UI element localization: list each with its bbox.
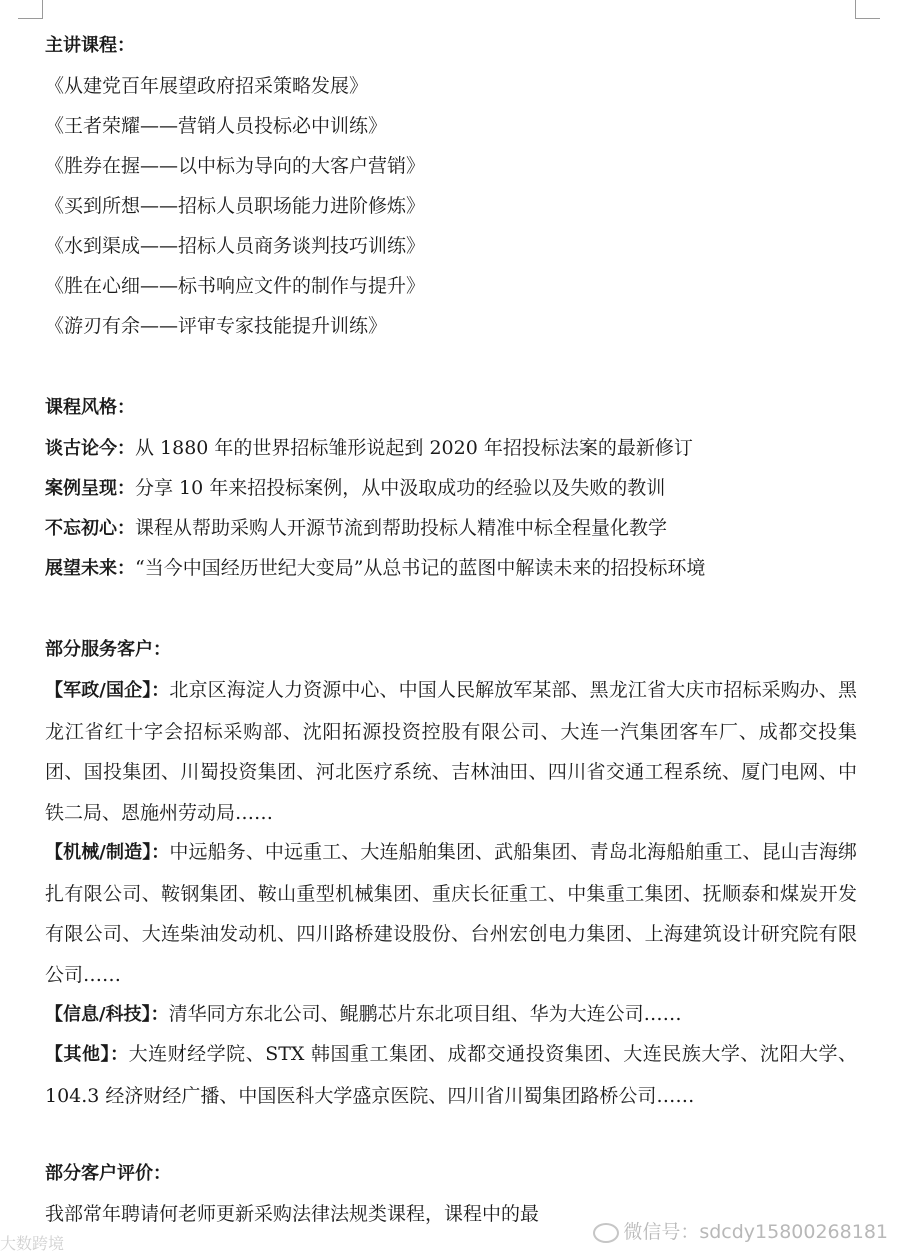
client-group-military [45,670,857,833]
wechat-icon [593,1223,619,1243]
course-item: 《水到渠成——招标人员商务谈判技巧训练》 [45,235,426,257]
style-label: 谈古论今： [45,438,135,459]
style-label: 展望未来： [45,558,135,579]
watermark-right-text: 微信号：sdcdy15800268181 [623,1221,888,1243]
watermark-left: 大数跨境 [0,1234,65,1253]
courses-heading: 主讲课程： [45,35,135,56]
review-text: 我部常年聘请何老师更新采购法律法规类课程，课程中的最 [45,1203,540,1225]
page-corner-mark-right [855,0,880,19]
style-item [45,436,693,461]
style-text: 课程从帮助采购人开源节流到帮助投标人精准中标全程量化教学 [135,517,668,539]
style-item [45,516,667,541]
client-group-text: 北京区海淀人力资源中心、中国人民解放军某部、黑龙江省大庆市招标采购办、黑龙江省红十字会招标采购部、沈阳拓源投资控股有限公司、大连一汽集团客车厂、成都交投集团、国投集团、川蜀投资集团、河北医疗系统、吉林油田、四川省交通工程系统、厦门电网、中铁二局、恩施州劳动局…… [45,679,857,824]
course-item: 《游刃有余——评审专家技能提升训练》 [45,315,388,337]
style-item [45,476,665,501]
style-label: 不忘初心： [45,518,135,539]
clients-heading: 部分服务客户： [45,639,171,660]
client-group-tag: 【信息/科技】： [45,1004,169,1025]
watermark-right [589,1217,892,1244]
style-text: 从 1880 年的世界招标雏形说起到 2020 年招投标法案的最新修订 [135,437,693,459]
client-group-other [45,1034,857,1116]
reviews-heading: 部分客户评价： [45,1163,171,1184]
course-item: 《买到所想——招标人员职场能力进阶修炼》 [45,195,426,217]
course-item: 《胜券在握——以中标为导向的大客户营销》 [45,155,426,177]
client-group-tag: 【机械/制造】： [45,842,170,863]
client-group-manufacturing [45,832,857,995]
page-corner-mark-left [18,0,43,19]
client-group-tag: 【军政/国企】： [45,680,170,701]
style-label: 案例呈现： [45,478,135,499]
style-text: “当今中国经历世纪大变局”从总书记的蓝图中解读未来的招投标环境 [135,557,706,579]
course-item: 《王者荣耀——营销人员投标必中训练》 [45,115,388,137]
style-heading: 课程风格： [45,397,135,418]
client-group-text: 中远船务、中远重工、大连船舶集团、武船集团、青岛北海船舶重工、昆山吉海绑扎有限公司、鞍钢集团、鞍山重型机械集团、重庆长征重工、中集重工集团、抚顺泰和煤炭开发有限公司、大连柴油发动机、四川路桥建设股份、台州宏创电力集团、上海建筑设计研究院有限公司…… [45,841,857,986]
client-group-text: 大连财经学院、STX 韩国重工集团、成都交通投资集团、大连民族大学、沈阳大学、104.3 经济财经广播、中国医科大学盛京医院、四川省川蜀集团路桥公司…… [45,1043,857,1107]
style-item [45,556,705,581]
client-group-tag: 【其他】： [45,1044,129,1065]
client-group-text: 清华同方东北公司、鲲鹏芯片东北项目组、华为大连公司…… [168,1003,682,1025]
client-group-tech [45,994,857,1036]
course-item: 《从建党百年展望政府招采策略发展》 [45,75,369,97]
course-item: 《胜在心细——标书响应文件的制作与提升》 [45,275,426,297]
style-text: 分享 10 年来招投标案例，从中汲取成功的经验以及失败的教训 [135,477,666,499]
